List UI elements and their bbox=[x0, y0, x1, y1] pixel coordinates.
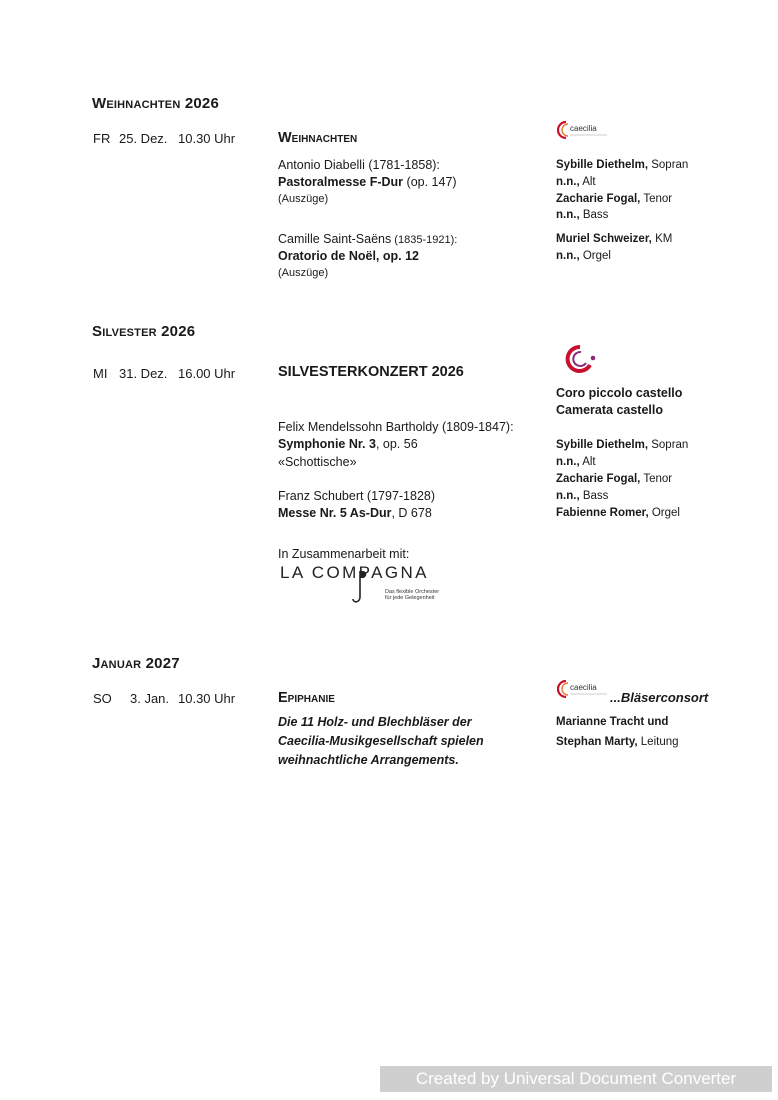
event-description: weihnachtliche Arrangements. bbox=[278, 753, 459, 767]
event-title: Weihnachten bbox=[278, 130, 358, 146]
event-title: SILVESTERKONZERT 2026 bbox=[278, 364, 464, 380]
event-day: SO bbox=[93, 691, 112, 706]
work-note: (Auszüge) bbox=[278, 267, 329, 279]
event-day: FR bbox=[93, 131, 111, 146]
ensemble-name: Camerata castello bbox=[556, 403, 664, 417]
work-title: Pastoralmesse F-Dur (op. 147) bbox=[278, 175, 457, 189]
event-time: 10.30 Uhr bbox=[178, 691, 236, 706]
section-heading: Januar 2027 bbox=[92, 655, 180, 672]
ensemble-suffix: ...Bläserconsort bbox=[610, 690, 709, 705]
work-title: Messe Nr. 5 As-Dur, D 678 bbox=[278, 506, 432, 520]
performer: Stephan Marty, Leitung bbox=[556, 736, 679, 748]
la-compagna-logo bbox=[280, 563, 450, 605]
event-day: MI bbox=[93, 366, 108, 381]
logo-text: caecilia bbox=[570, 124, 597, 133]
event-description: Caecilia-Musikgesellschaft spielen bbox=[278, 734, 484, 748]
coro-logo-icon bbox=[560, 343, 598, 375]
work-composer: Franz Schubert (1797-1828) bbox=[278, 489, 436, 503]
work-composer: Antonio Diabelli (1781-1858): bbox=[278, 158, 440, 172]
event-date: 25. Dez. bbox=[119, 131, 168, 146]
partner-logo-name: LA COMPAGNA bbox=[280, 563, 429, 582]
work-composer: Felix Mendelssohn Bartholdy (1809-1847): bbox=[278, 420, 514, 434]
event-time: 10.30 Uhr bbox=[178, 131, 236, 146]
performer: n.n., Alt bbox=[556, 176, 596, 188]
performer: n.n., Bass bbox=[556, 490, 609, 502]
work-note: (Auszüge) bbox=[278, 193, 329, 205]
work-note: «Schottische» bbox=[278, 455, 357, 469]
event-date: 3. Jan. bbox=[130, 691, 170, 706]
performer: Sybille Diethelm, Sopran bbox=[556, 439, 689, 451]
work-title: Symphonie Nr. 3, op. 56 bbox=[278, 437, 418, 451]
work-title: Oratorio de Noël, op. 12 bbox=[278, 249, 419, 263]
performer: n.n., Bass bbox=[556, 209, 609, 221]
performer: Zacharie Fogal, Tenor bbox=[556, 193, 673, 205]
event-title: Epiphanie bbox=[278, 690, 335, 706]
event-time: 16.00 Uhr bbox=[178, 366, 236, 381]
watermark-banner: Created by Universal Document Converter bbox=[380, 1066, 772, 1092]
caecilia-logo bbox=[557, 120, 609, 140]
section-heading: Silvester 2026 bbox=[92, 323, 196, 340]
performer: Sybille Diethelm, Sopran bbox=[556, 159, 689, 171]
event-date: 31. Dez. bbox=[119, 366, 168, 381]
performer: Fabienne Romer, Orgel bbox=[556, 507, 680, 519]
partner-tagline: Das flexible Orchester bbox=[385, 589, 440, 595]
ensemble-name: Coro piccolo castello bbox=[556, 386, 683, 400]
performer: n.n., Alt bbox=[556, 456, 596, 468]
caecilia-logo bbox=[557, 679, 609, 699]
performer: Zacharie Fogal, Tenor bbox=[556, 473, 673, 485]
event-description: Die 11 Holz- und Blechbläser der bbox=[278, 715, 472, 729]
logo-text: caecilia bbox=[570, 683, 597, 692]
partner-tagline: für jede Gelegenheit bbox=[385, 595, 435, 601]
work-composer: Camille Saint-Saëns (1835-1921): bbox=[278, 232, 458, 246]
performer: n.n., Orgel bbox=[556, 250, 611, 262]
performer: Marianne Tracht und bbox=[556, 716, 669, 728]
performer: Muriel Schweizer, KM bbox=[556, 233, 673, 245]
cooperation-label: In Zusammenarbeit mit: bbox=[278, 547, 410, 561]
section-heading: Weihnachten 2026 bbox=[92, 95, 220, 112]
